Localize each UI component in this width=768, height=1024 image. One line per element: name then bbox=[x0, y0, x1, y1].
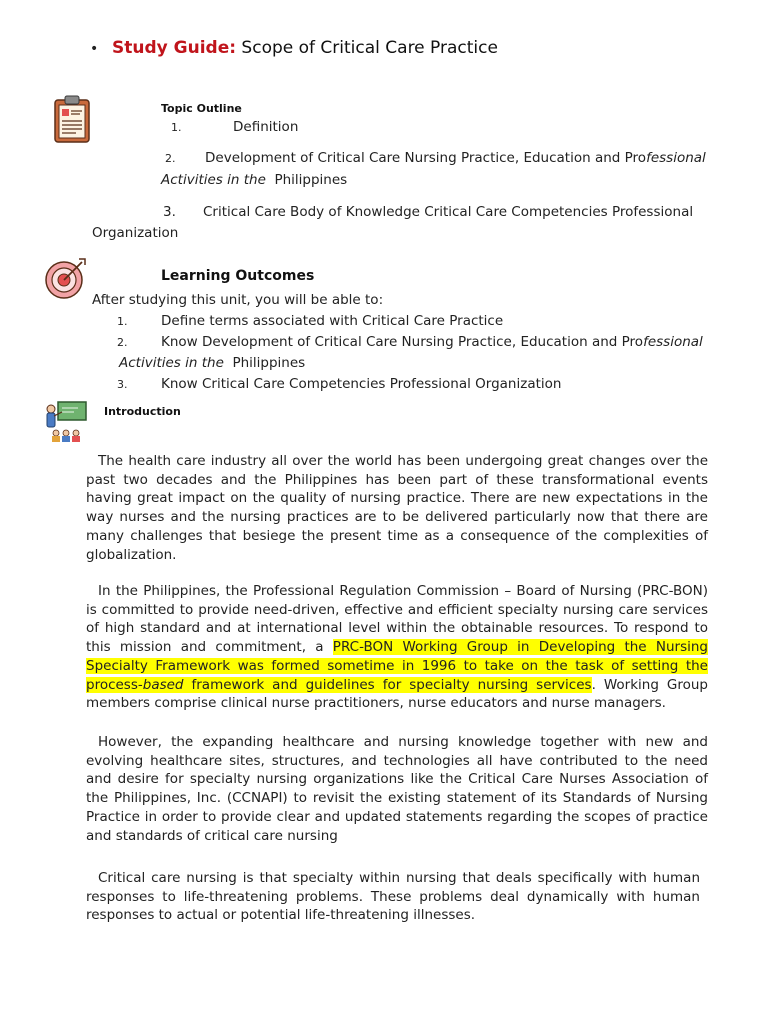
target-icon bbox=[44, 256, 88, 306]
outline-item-3 bbox=[163, 202, 693, 223]
outcome-item-text-italic: fessional bbox=[643, 334, 703, 350]
highlighted-text-part: PRC-BON Working Group in Developing the Nursing Specialty Framework was formed sometime in 1996 to take on the task of setting the process- bbox=[86, 639, 708, 693]
outcome-item-2-cont bbox=[119, 353, 305, 374]
outline-item-2-cont bbox=[161, 170, 347, 191]
clipboard-icon bbox=[52, 94, 96, 144]
outcome-item-text: Know Critical Care Competencies Professional Organization bbox=[161, 376, 562, 392]
highlighted-text-part: framework and guidelines for specialty nursing services bbox=[183, 676, 592, 693]
outline-item-2 bbox=[165, 148, 706, 169]
outline-item-text: Definition bbox=[233, 119, 299, 135]
outline-item-text-italic: Activities in the bbox=[161, 172, 266, 188]
outcome-item-text: Philippines bbox=[223, 355, 306, 371]
intro-paragraph-1: The health care industry all over the world has been undergoing great changes over the past two decades and the Philippines has been part of these transformational events having great impact on the quality of nursing practice. There are new expectations in the way nurses and the nursing practices are to be delivered particularly now that there are many challenges that besiege the present time as a consequence of the complexities of globalization. bbox=[86, 453, 708, 563]
outcome-item-number: 1. bbox=[117, 315, 128, 328]
outcome-item-text: Know Development of Critical Care Nursing Practice, Education and Pro bbox=[161, 334, 644, 350]
outline-item-text-italic: fessional bbox=[646, 150, 706, 166]
outline-item-number: 3. bbox=[163, 204, 176, 220]
outline-item-number: 2. bbox=[165, 152, 176, 165]
study-guide-label: Study Guide: bbox=[112, 38, 237, 58]
outcome-item-text: Define terms associated with Critical Care Practice bbox=[161, 313, 504, 329]
title-text: Scope of Critical Care Practice bbox=[236, 38, 498, 58]
page-title bbox=[90, 38, 498, 58]
outline-item-1 bbox=[171, 117, 298, 138]
outcome-item-text-italic: Activities in the bbox=[119, 355, 224, 371]
outline-item-3-cont: Organization bbox=[92, 225, 179, 241]
outcome-item-number: 3. bbox=[117, 378, 128, 391]
outcome-item-2 bbox=[117, 332, 703, 353]
outcome-item-number: 2. bbox=[117, 336, 128, 349]
outline-item-number: 1. bbox=[171, 121, 182, 134]
learning-outcomes-heading: Learning Outcomes bbox=[161, 268, 315, 284]
teacher-icon bbox=[42, 400, 86, 450]
title-bullet: • bbox=[90, 41, 99, 57]
intro-paragraph-4: Critical care nursing is that specialty within nursing that deals specifically with human responses to life-threatening problems. These problems deal dynamically with human responses to actual or potential life-threatening illnesses. bbox=[86, 870, 700, 924]
outcome-item-1 bbox=[117, 311, 503, 332]
outline-item-text: Philippines bbox=[265, 172, 348, 188]
intro-paragraph-3: However, the expanding healthcare and nursing knowledge together with new and evolving healthcare sites, structures, and technologies all have contributed to the need and desire for specialty nursing organizations like the Critical Care Nurses Association of the Philippines, Inc. (CCNAPI) to revisit the existing statement of its Standards of Nursing Practice in order to provide clear and updated statements regarding the scopes of practice and standards of critical care nursing bbox=[86, 734, 708, 844]
outcome-item-3 bbox=[117, 374, 561, 395]
introduction-heading: Introduction bbox=[104, 405, 181, 418]
outline-item-text: Critical Care Body of Knowledge Critical Care Competencies Professional bbox=[203, 204, 694, 220]
intro-paragraph-2 bbox=[86, 582, 708, 713]
paragraph-text: . Working Group members comprise clinical nurse practitioners, nurse educators and nurse managers. bbox=[86, 676, 708, 712]
paragraph-text: In the Philippines, the Professional Regulation Commission – Board of Nursing (PRC-BON) is committed to provide need-driven, effective and efficient specialty nursing care services of high standard and at international level within the obtainable resources. To respond to this mission and commitment, a bbox=[86, 583, 708, 656]
outline-item-text: Development of Critical Care Nursing Practice, Education and Pro bbox=[205, 150, 647, 166]
topic-outline-heading: Topic Outline bbox=[161, 102, 242, 115]
highlighted-text-italic: based bbox=[142, 676, 184, 693]
learning-outcomes-intro: After studying this unit, you will be able to: bbox=[92, 292, 384, 308]
